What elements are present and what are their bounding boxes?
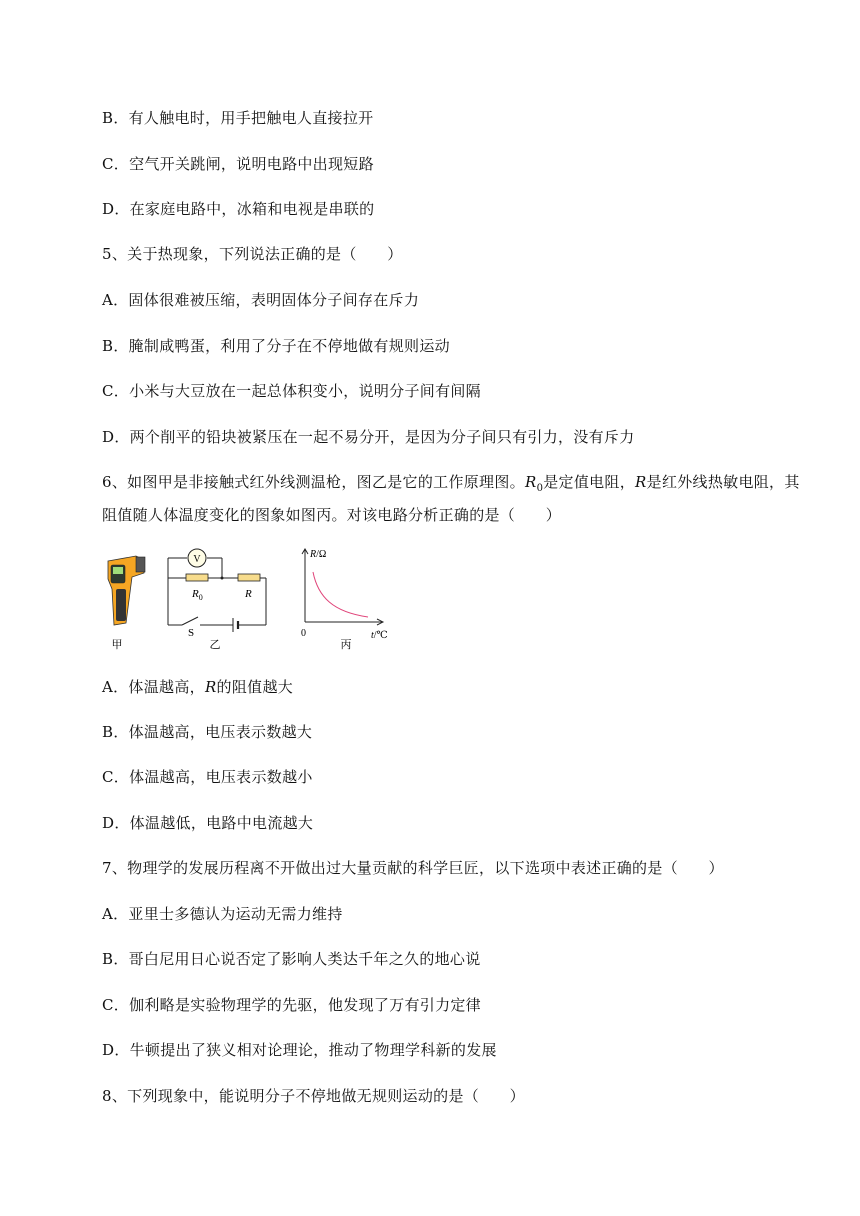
- r-label: R: [245, 588, 252, 600]
- thermometer-gun-image: [108, 556, 145, 625]
- resistor-r0: [186, 574, 208, 581]
- q6-stem-text-2: 是定值电阻，: [543, 473, 636, 491]
- q5-stem: 5、关于热现象，下列说法正确的是（ ）: [102, 245, 403, 263]
- q7-stem: 7、物理学的发展历程离不开做出过大量贡献的科学巨匠，以下选项中表述正确的是（ ）: [102, 859, 724, 877]
- switch-label: S: [188, 627, 195, 639]
- resistance-curve: [313, 572, 368, 617]
- figure-label-jia: 甲: [111, 639, 123, 651]
- figure-label-bing: 丙: [340, 639, 352, 651]
- figure-label-yi: 乙: [209, 639, 221, 651]
- q7-option-b: B．哥白尼用日心说否定了影响人类达千年之久的地心说: [102, 950, 481, 968]
- q5-option-a: A．固体很难被压缩，表明固体分子间存在斥力: [102, 291, 420, 309]
- q6-option-c: C．体温越高，电压表示数越小: [102, 768, 313, 786]
- q6-stem-text-1: 6、如图甲是非接触式红外线测温枪，图乙是它的工作原理图。: [102, 473, 525, 491]
- r0-subscript: 0: [536, 483, 544, 494]
- q7-option-c: C．伽利略是实验物理学的先驱，他发现了万有引力定律: [102, 996, 481, 1014]
- q4-option-d: D．在家庭电路中，冰箱和电视是串联的: [102, 200, 375, 218]
- r0-symbol: R: [524, 473, 537, 491]
- q6-option-a: A．体温越高，R的阻值越大: [102, 678, 294, 696]
- q4-option-c: C．空气开关跳闸，说明电路中出现短路: [102, 155, 374, 173]
- q6-option-b: B．体温越高，电压表示数越大: [102, 723, 313, 741]
- q4-option-b: B．有人触电时，用手把触电人直接拉开: [102, 109, 374, 127]
- graph-y-axis-label: R/Ω: [310, 549, 327, 560]
- q7-option-d: D．牛顿提出了狭义相对论理论，推动了物理学科新的发展: [102, 1041, 497, 1059]
- q6-option-d: D．体温越低，电路中电流越大: [102, 814, 314, 832]
- q5-option-b: B．腌制咸鸭蛋，利用了分子在不停地做有规则运动: [102, 337, 450, 355]
- q5-option-d: D．两个削平的铅块被紧压在一起不易分开，是因为分子间只有引力，没有斥力: [102, 428, 635, 446]
- q6-figure: [100, 545, 400, 659]
- resistor-r: [238, 574, 260, 581]
- resistance-temperature-graph: [302, 549, 383, 625]
- r-symbol: R: [635, 473, 647, 491]
- graph-x-axis-label: t/℃: [371, 630, 388, 641]
- r0-label: $R_0$: [192, 588, 203, 602]
- q6-stem: [102, 469, 802, 529]
- junction-dot: [221, 577, 224, 580]
- voltmeter-label: V: [193, 554, 201, 565]
- q5-option-c: C．小米与大豆放在一起总体积变小，说明分子间有间隔: [102, 382, 481, 400]
- graph-origin-label: 0: [301, 628, 306, 639]
- q7-option-a: A．亚里士多德认为运动无需力维持: [102, 905, 343, 923]
- q8-stem: 8、下列现象中，能说明分子不停地做无规则运动的是（ ）: [102, 1087, 525, 1105]
- q6-stem-text-3: 是红外线热敏电阻，其阻值随人体温度变化的图象如图丙。对该电路分析正确的是（ ）: [102, 473, 800, 524]
